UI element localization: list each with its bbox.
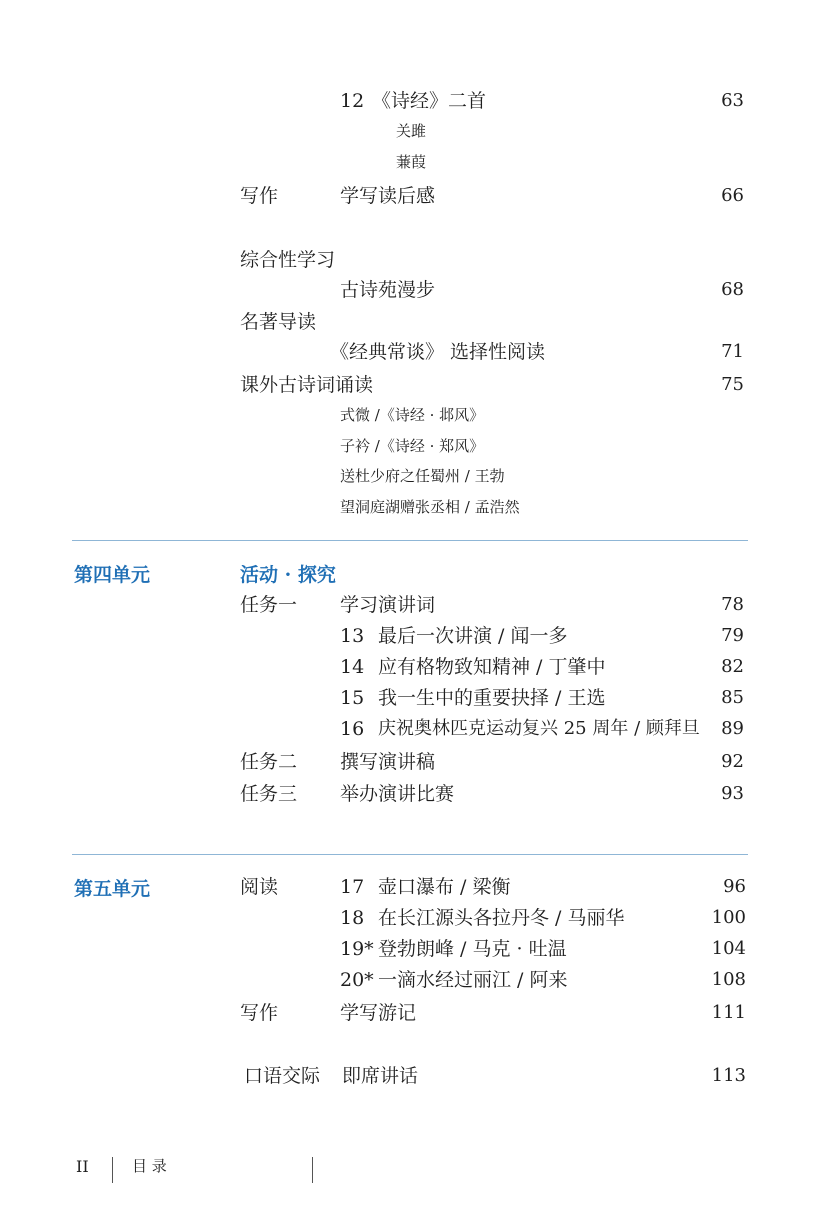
footer-divider [312, 1157, 313, 1183]
writing-title: 学写读后感 [340, 185, 436, 207]
lesson-title: 在长江源头各拉丹冬 / 马丽华 [378, 907, 625, 929]
lesson-title: 一滴水经过丽江 / 阿来 [378, 969, 568, 991]
task-1-label: 任务一 [240, 594, 298, 616]
section-divider [72, 540, 748, 541]
reading-label: 阅读 [240, 876, 279, 898]
lesson-page: 100 [711, 907, 746, 928]
task-1-page: 78 [721, 594, 744, 615]
lesson-page: 82 [721, 656, 744, 677]
task-2-title: 撰写演讲稿 [340, 751, 436, 773]
lesson-12-page: 63 [721, 90, 744, 111]
extra-poems-page: 75 [721, 374, 744, 395]
task-3-page: 93 [721, 783, 744, 804]
comprehensive-label: 综合性学习 [240, 249, 336, 271]
footer-divider [112, 1157, 113, 1183]
unit-5-name: 第五单元 [74, 878, 151, 900]
poem-jianjia: 蒹葭 [396, 153, 427, 171]
comprehensive-page: 68 [721, 279, 744, 300]
lesson-title: 最后一次讲演 / 闻一多 [378, 625, 568, 647]
classics-page: 71 [721, 341, 744, 362]
comprehensive-title: 古诗苑漫步 [340, 279, 436, 301]
page-numeral: II [76, 1157, 89, 1176]
task-1-title: 学习演讲词 [340, 594, 436, 616]
writing-title: 学写游记 [340, 1002, 417, 1024]
task-2-label: 任务二 [240, 751, 298, 773]
lesson-12-number: 12 [340, 90, 365, 112]
extra-poem-item: 子衿 /《诗经 · 郑风》 [340, 437, 485, 455]
poem-guanju: 关雎 [396, 122, 427, 140]
lesson-12-title: 《诗经》二首 [372, 90, 487, 112]
oral-label: 口语交际 [244, 1065, 321, 1087]
lesson-page: 104 [711, 938, 746, 959]
writing-label: 写作 [240, 185, 279, 207]
extra-poems-label: 课外古诗词诵读 [240, 374, 374, 396]
classics-label: 名著导读 [240, 311, 317, 333]
lesson-page: 89 [721, 718, 744, 739]
extra-poem-item: 式微 /《诗经 · 邶风》 [340, 406, 485, 424]
footer-section: 目 录 [132, 1157, 167, 1175]
lesson-title: 应有格物致知精神 / 丁肇中 [378, 656, 606, 678]
classics-title: 《经典常谈》 选择性阅读 [330, 341, 546, 363]
lesson-number: 19* [340, 938, 374, 960]
extra-poem-item: 望洞庭湖赠张丞相 / 孟浩然 [340, 498, 520, 516]
oral-page: 113 [711, 1065, 746, 1086]
lesson-number: 13 [340, 625, 365, 647]
lesson-page: 85 [721, 687, 744, 708]
lesson-title: 庆祝奥林匹克运动复兴 25 周年 / 顾拜旦 [378, 718, 700, 739]
task-2-page: 92 [721, 751, 744, 772]
writing-page: 111 [711, 1002, 746, 1023]
lesson-title: 壶口瀑布 / 梁衡 [378, 876, 511, 898]
lesson-number: 20* [340, 969, 374, 991]
unit-4-theme: 活动 · 探究 [240, 564, 336, 586]
section-divider [72, 854, 748, 855]
unit-4-name: 第四单元 [74, 564, 151, 586]
lesson-number: 18 [340, 907, 365, 929]
writing-page: 66 [721, 185, 744, 206]
oral-title: 即席讲话 [342, 1065, 419, 1087]
task-3-label: 任务三 [240, 783, 298, 805]
task-3-title: 举办演讲比赛 [340, 783, 455, 805]
writing-label: 写作 [240, 1002, 279, 1024]
extra-poem-item: 送杜少府之任蜀州 / 王勃 [340, 467, 505, 485]
lesson-page: 79 [721, 625, 744, 646]
lesson-title: 我一生中的重要抉择 / 王选 [378, 687, 606, 709]
lesson-page: 108 [711, 969, 746, 990]
lesson-number: 15 [340, 687, 365, 709]
lesson-page: 96 [723, 876, 746, 897]
lesson-number: 16 [340, 718, 365, 740]
lesson-number: 14 [340, 656, 365, 678]
lesson-number: 17 [340, 876, 365, 898]
lesson-title: 登勃朗峰 / 马克 · 吐温 [378, 938, 567, 960]
